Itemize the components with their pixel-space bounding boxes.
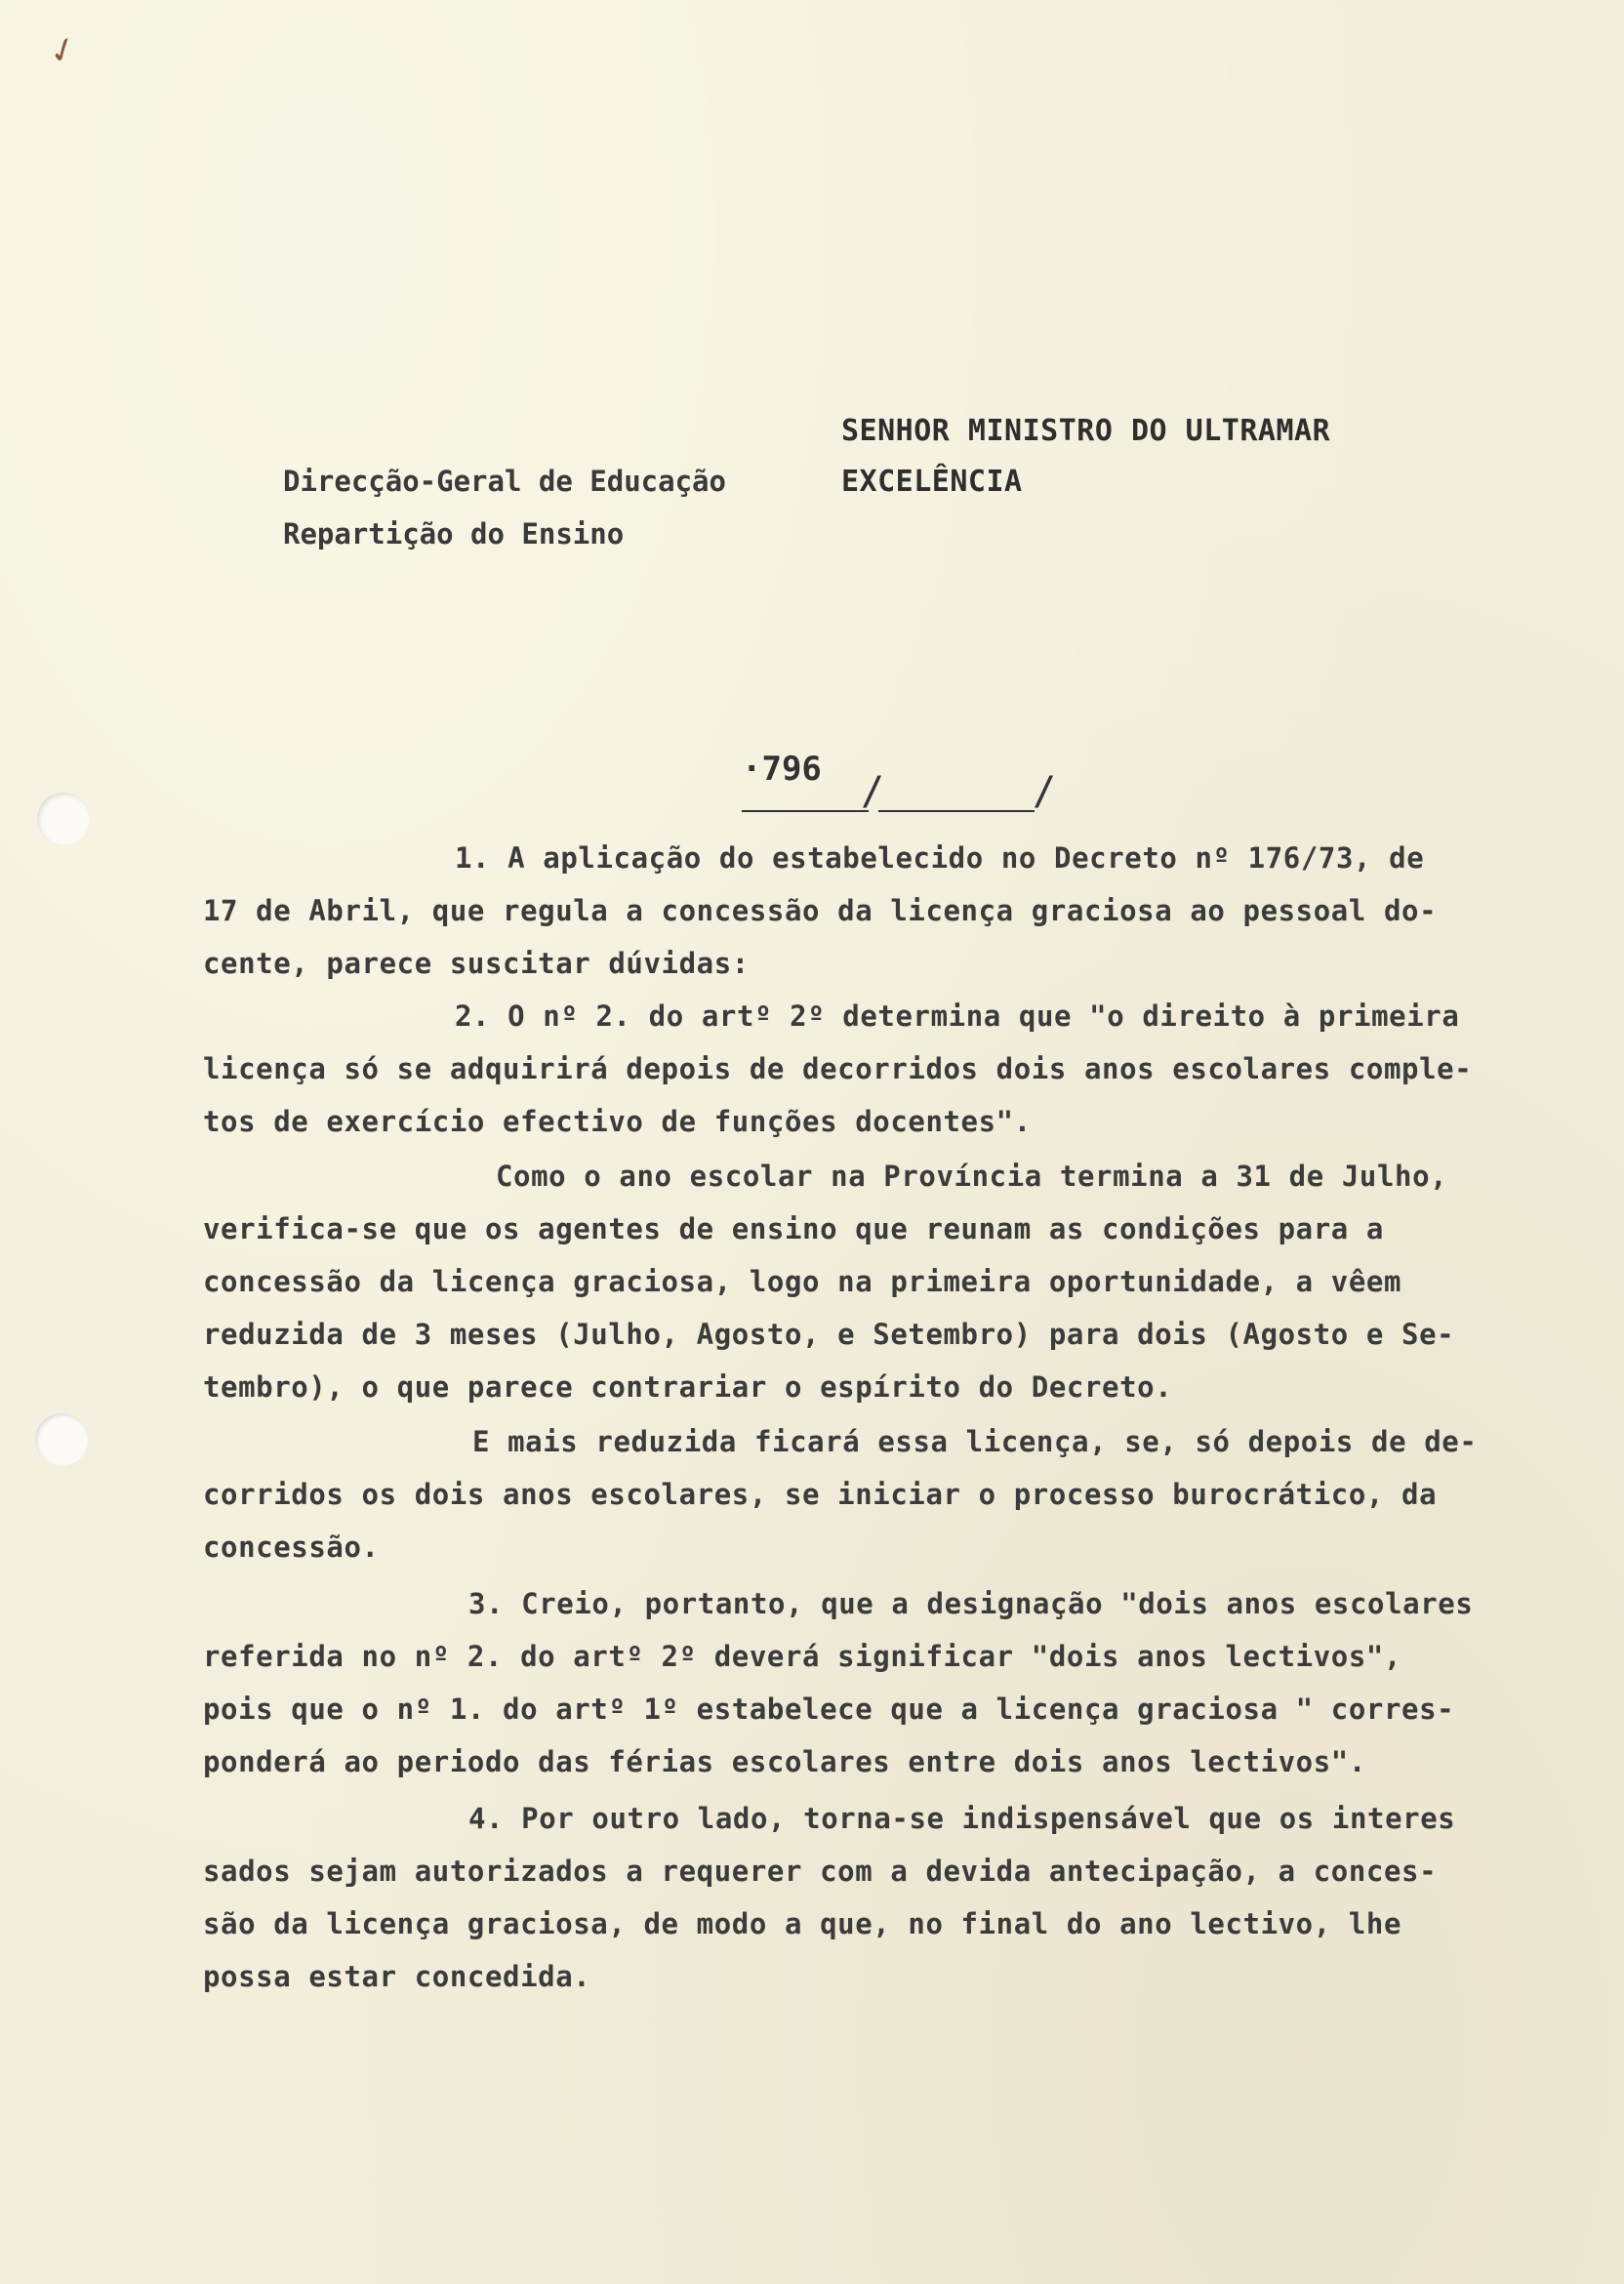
- reference-slash: /: [1033, 769, 1057, 814]
- body-line: são da licença graciosa, de modo a que, no final do ano lectivo, lhe: [203, 1907, 1402, 1940]
- body-line: 3. Creio, portanto, que a designação "dois anos escolares: [468, 1587, 1474, 1620]
- addressee-block: [841, 406, 1330, 508]
- reference-underline: [742, 810, 869, 812]
- body-line: possa estar concedida.: [203, 1960, 591, 1993]
- body-line: tos de exercício efectivo de funções docentes".: [203, 1105, 1032, 1138]
- body-line: 2. O nº 2. do artº 2º determina que "o direito à primeira: [455, 999, 1460, 1033]
- addressee-line-1: SENHOR MINISTRO DO ULTRAMAR: [841, 414, 1331, 448]
- body-line: concessão.: [203, 1530, 380, 1564]
- reference-underline: [878, 810, 1035, 812]
- sender-block: [283, 455, 726, 560]
- body-line: referida no nº 2. do artº 2º deverá significar "dois anos lectivos",: [203, 1640, 1402, 1673]
- punch-hole: [35, 1413, 88, 1466]
- body-line: pois que o nº 1. do artº 1º estabelece que a licença graciosa " corres-: [203, 1693, 1455, 1726]
- body-line: 4. Por outro lado, torna-se indispensável que os interes: [468, 1802, 1456, 1835]
- sender-line-1: Direcção-Geral de Educação: [283, 465, 726, 498]
- body-line: 17 de Abril, que regula a concessão da licença graciosa ao pessoal do-: [203, 894, 1438, 927]
- body-line: corridos os dois anos escolares, se iniciar o processo burocrático, da: [203, 1478, 1438, 1511]
- corner-check-mark: ✓: [43, 24, 82, 75]
- reference-slash: /: [861, 769, 885, 814]
- body-line: 1. A aplicação do estabelecido no Decreto nº 176/73, de: [455, 841, 1425, 875]
- body-line: verifica-se que os agentes de ensino que reunam as condições para a: [203, 1212, 1384, 1245]
- reference-number: ·796: [742, 750, 822, 789]
- addressee-line-2: EXCELÊNCIA: [841, 465, 1023, 499]
- punch-hole: [37, 793, 90, 845]
- body-line: concessão da licença graciosa, logo na primeira oportunidade, a vêem: [203, 1265, 1402, 1298]
- body-line: E mais reduzida ficará essa licença, se, só depois de de-: [472, 1425, 1478, 1458]
- sender-line-2: Repartição do Ensino: [283, 517, 625, 551]
- body-line: tembro), o que parece contrariar o espírito do Decreto.: [203, 1370, 1173, 1404]
- body-line: cente, parece suscitar dúvidas:: [203, 947, 750, 980]
- body-line: ponderá ao periodo das férias escolares entre dois anos lectivos".: [203, 1745, 1366, 1778]
- body-line: reduzida de 3 meses (Julho, Agosto, e Setembro) para dois (Agosto e Se-: [203, 1318, 1455, 1351]
- body-line: licença só se adquirirá depois de decorridos dois anos escolares comple-: [203, 1052, 1473, 1085]
- body-line: sados sejam autorizados a requerer com a devida antecipação, a conces-: [203, 1855, 1438, 1888]
- body-line: Como o ano escolar na Província termina a 31 de Julho,: [496, 1160, 1448, 1193]
